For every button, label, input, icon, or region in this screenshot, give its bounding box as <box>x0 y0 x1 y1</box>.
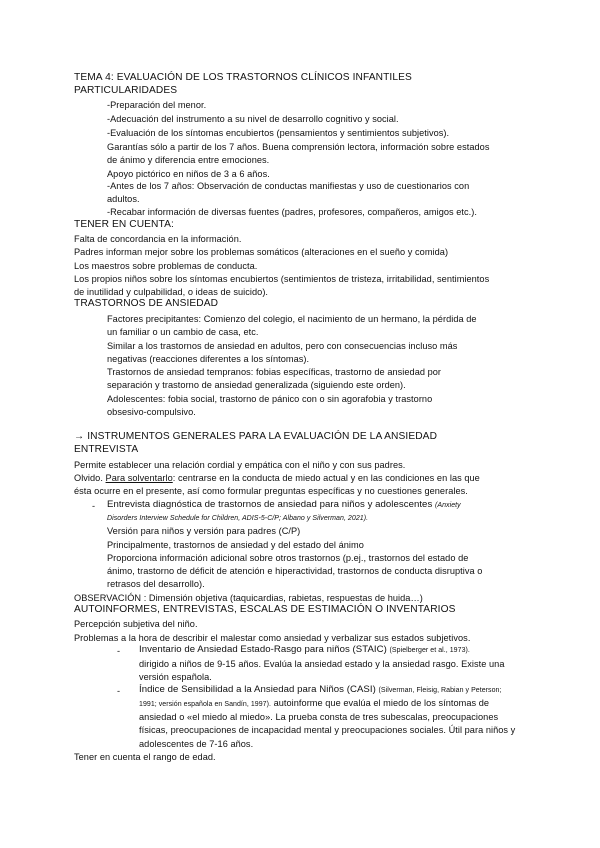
list-item: Falta de concordancia en la información. <box>74 234 242 244</box>
olvido-prefix: Olvido. <box>74 473 106 483</box>
paragraph-line: Problemas a la hora de describir el malestar como ansiedad y verbalizar sus estados subjetivos. <box>74 633 471 643</box>
list-item: de inutilidad y culpabilidad, o ideas de suicido). <box>74 287 269 297</box>
paragraph-observacion: OBSERVACIÓN : Dimensión objetiva (taquicardias, rabietas, respuestas de huida…) <box>74 593 423 603</box>
list-item: -Antes de los 7 años: Observación de conductas manifiestas y uso de cuestionarios con <box>107 181 470 191</box>
list-item: Los propios niños sobre los síntomas encubiertos (sentimientos de tristeza, irritabilidad, sentimientos <box>74 274 490 284</box>
adis-title: Entrevista diagnóstica de trastornos de ansiedad para niños y adolescentes <box>107 499 436 510</box>
bullet-dash: - <box>92 501 96 511</box>
adis-citation: (Anxiety <box>435 502 461 509</box>
list-item: retrasos del desarrollo). <box>107 579 205 589</box>
list-item: -Preparación del menor. <box>107 100 207 110</box>
list-item: separación y trastorno de ansiedad generalizada (siguiendo este orden). <box>107 380 406 390</box>
list-item: -Adecuación del instrumento a su nivel de desarrollo cognitivo y social. <box>107 114 399 124</box>
bullet-dash: - <box>117 686 121 696</box>
list-item-casi <box>139 684 502 697</box>
list-item: Versión para niños y versión para padres (C/P) <box>107 526 301 536</box>
paragraph-line: Permite establecer una relación cordial y empática con el niño y con sus padres. <box>74 460 406 470</box>
olvido-rest: : centrarse en la conducta de miedo actual y en las condiciones en las que <box>172 473 480 483</box>
casi-citation: (Silverman, Fleisig, Rabian y Peterson; <box>378 687 502 694</box>
list-item: Proporciona información adicional sobre otros trastornos (p.ej., trastornos del estado de <box>107 553 469 563</box>
list-item: Garantías sólo a partir de los 7 años. Buena comprensión lectora, información sobre estados <box>107 142 490 152</box>
list-item: negativas (reacciones diferentes a los síntomas). <box>107 354 310 364</box>
staic-citation: (Spielberger et al., 1973). <box>389 647 470 654</box>
casi-title: Índice de Sensibilidad a la Ansiedad para Niños (CASI) <box>139 684 379 695</box>
staic-title: Inventario de Ansiedad Estado-Rasgo para niños (STAIC) <box>139 644 390 655</box>
list-item: ánimo, trastorno de déficit de atención e hiperactividad, trastornos de conducta disruptiva o <box>107 566 483 576</box>
list-item: adultos. <box>107 194 140 204</box>
list-item: adolescentes de 7-16 años. <box>139 739 254 749</box>
list-item: Los maestros sobre problemas de conducta. <box>74 261 258 271</box>
underlined-phrase: Para solventarlo <box>105 473 173 483</box>
bullet-dash: - <box>117 646 121 656</box>
paragraph-line: Percepción subjetiva del niño. <box>74 619 198 629</box>
citation-line: Disorders Interview Schedule for Children, ADIS-5-C/P; Albano y Silverman, 2021). <box>107 515 369 522</box>
section-heading-tener-en-cuenta: TENER EN CUENTA: <box>74 219 174 230</box>
list-item: un familiar o un cambio de casa, etc. <box>107 327 259 337</box>
list-item: Trastornos de ansiedad tempranos: fobias específicas, trastorno de ansiedad por <box>107 367 442 377</box>
section-heading-particularidades: PARTICULARIDADES <box>74 85 178 96</box>
paragraph-line: Tener en cuenta el rango de edad. <box>74 752 216 762</box>
list-item: -Recabar información de diversas fuentes (padres, profesores, compañeros, amigos etc.). <box>107 207 477 217</box>
paragraph-line <box>74 472 480 484</box>
list-item: Principalmente, trastornos de ansiedad y del estado del ánimo <box>107 540 364 550</box>
document-title: TEMA 4: EVALUACIÓN DE LOS TRASTORNOS CLÍNICOS INFANTILES <box>74 72 412 83</box>
casi-citation-cont: 1991; versión española en Sandín, 1997). <box>139 701 271 708</box>
list-item: versión española. <box>139 672 212 682</box>
list-item <box>139 697 489 711</box>
list-item-adis <box>107 499 461 512</box>
list-item: Apoyo pictórico en niños de 3 a 6 años. <box>107 169 270 179</box>
subheading-entrevista: ENTREVISTA <box>74 444 139 455</box>
list-item: físicas, preocupaciones de incapacidad mental y preocupaciones sociales. Útil para niños y <box>139 725 516 735</box>
section-heading-instrumentos: → INSTRUMENTOS GENERALES PARA LA EVALUACIÓN DE LA ANSIEDAD <box>74 431 438 442</box>
list-item: Adolescentes: fobia social, trastorno de pánico con o sin agorafobia y trastorno <box>107 394 433 404</box>
list-item: -Evaluación de los síntomas encubiertos (pensamientos y sentimientos subjetivos). <box>107 128 450 138</box>
paragraph-line: ésta ocurre en el presente, así como formular preguntas específicas y no cuestiones generales. <box>74 486 468 496</box>
list-item: Similar a los trastornos de ansiedad en adultos, pero con consecuencias incluso más <box>107 341 458 351</box>
list-item: Factores precipitantes: Comienzo del colegio, el nacimiento de un hermano, la pérdida de <box>107 314 477 324</box>
list-item: ansiedad o «el miedo al miedo». La prueba consta de tres subescalas, preocupaciones <box>139 712 499 722</box>
list-item-staic <box>139 644 470 657</box>
casi-description: autoinforme que evalúa el miedo de los síntomas de <box>271 698 490 708</box>
section-heading-trastornos-ansiedad: TRASTORNOS DE ANSIEDAD <box>74 298 219 309</box>
list-item: dirigido a niños de 9-15 años. Evalúa la ansiedad estado y la ansiedad rasgo. Existe una <box>139 659 505 669</box>
list-item: obsesivo-compulsivo. <box>107 407 196 417</box>
list-item: de ánimo y diferencia entre emociones. <box>107 155 270 165</box>
subheading-autoinformes: AUTOINFORMES, ENTREVISTAS, ESCALAS DE ESTIMACIÓN O INVENTARIOS <box>74 604 456 615</box>
list-item: Padres informan mejor sobre los problemas somáticos (alteraciones en el sueño y comida) <box>74 247 449 257</box>
